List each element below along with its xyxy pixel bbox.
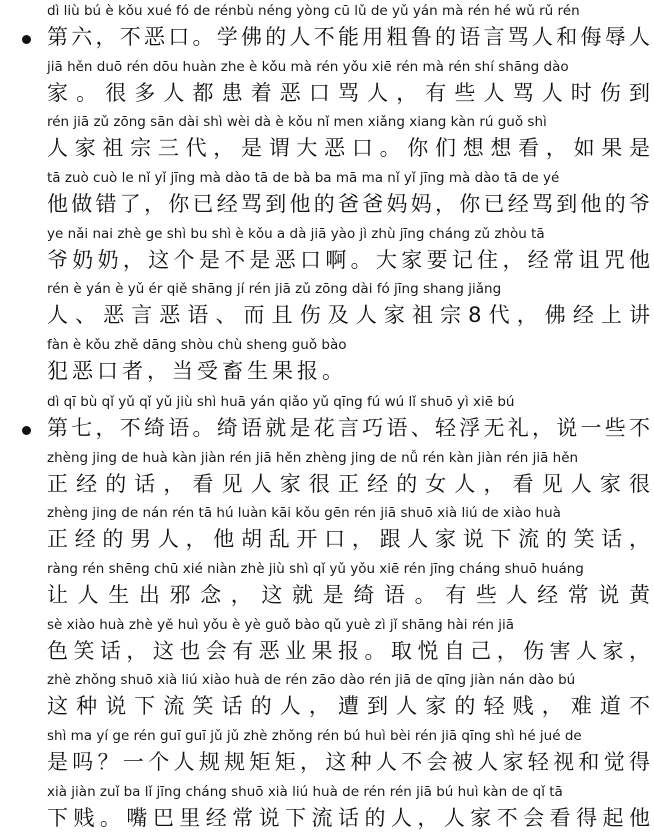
pinyin-line: rén è yán è yǔ ér qiě shāng jí rén jiā zǔ zōng dài fó jīng shang jiǎng	[47, 281, 502, 298]
bullet-item-speech-precept-6	[0, 0, 654, 390]
hanzi-line: 正经的话，看见人家很正经的女人，看见人家很	[47, 471, 650, 496]
text-line	[0, 502, 654, 558]
pinyin-line: zhèng jing de huà kàn jiàn rén jiā hěn zhèng jing de nǚ rén kàn jiàn rén jiā hěn	[47, 449, 579, 466]
pinyin-line: shì ma yí ge rén guī guī jǔ jǔ zhè zhǒng rén bú huì bèi rén jiā qīng shì hé jué de	[47, 728, 582, 745]
hanzi-line: 是吗？一个人规规矩矩，这种人不会被人家轻视和觉得	[47, 750, 650, 775]
text-line	[0, 781, 654, 837]
text-line	[0, 614, 654, 670]
text-line	[0, 669, 654, 725]
pinyin-line: dì qī bù qǐ yǔ qǐ yǔ jiù shì huā yán qiǎo yǔ qīng fú wú lǐ shuō yì xiē bú	[47, 394, 515, 410]
pinyin-line: xià jiàn zuǐ ba lǐ jīng cháng shuō xià liú huà de rén rén jiā bú huì kàn de qǐ tā	[47, 783, 563, 800]
text-line	[0, 167, 654, 223]
pinyin-line: sè xiào huà zhè yě huì yǒu è yè guǒ bào qǔ yuè zì jǐ shāng hài rén jiā	[47, 616, 515, 633]
text-line	[0, 278, 654, 334]
hanzi-line: 人、恶言恶语、而且伤及人家祖宗8代，佛经上讲	[47, 303, 650, 328]
text-line	[0, 334, 654, 390]
text-line	[0, 111, 654, 167]
hanzi-line: 爷奶奶，这个是不是恶口啊。大家要记住，经常诅咒他	[47, 247, 650, 272]
pinyin-line: jiā hěn duō rén dōu huàn zhe è kǒu mà rén yǒu xiē rén mà rén shí shāng dào	[47, 58, 569, 75]
hanzi-line: 色笑话，这也会有恶业果报。取悦自己，伤害人家，	[47, 638, 650, 663]
text-line	[0, 56, 654, 112]
pinyin-line: ràng rén shēng chū xié niàn zhè jiù shì qǐ yǔ yǒu xiē rén jīng cháng shuō huáng	[47, 561, 584, 578]
text-line	[0, 391, 654, 447]
text-line	[0, 725, 654, 781]
pinyin-line: zhè zhǒng shuō xià liú xiào huà de rén zāo dào rén jiā de qīng jiàn nán dào bú	[47, 672, 576, 689]
hanzi-line: 下贱。嘴巴里经常说下流话的人，人家不会看得起他	[47, 805, 650, 830]
hanzi-line: 人家祖宗三代，是谓大恶口。你们想想看，如果是	[47, 136, 650, 161]
pinyin-line: tā zuò cuò le nǐ yǐ jīng mà dào tā de bà ba mā ma nǐ yǐ jīng mà dào tā de yé	[47, 170, 560, 187]
hanzi-line: 犯恶口者，当受畜生果报。	[47, 359, 347, 384]
pinyin-line: rén jiā zǔ zōng sān dài shì wèi dà è kǒu nǐ men xiǎng xiang kàn rú guǒ shì	[47, 114, 547, 131]
hanzi-line: 这种说下流笑话的人，遭到人家的轻贱，难道不	[47, 694, 650, 719]
hanzi-line: 第六，不恶口。学佛的人不能用粗鲁的语言骂人和侮辱人	[47, 25, 650, 49]
hanzi-line: 他做错了，你已经骂到他的爸爸妈妈，你已经骂到他的爷	[47, 192, 650, 217]
hanzi-line: 正经的男人，他胡乱开口，跟人家说下流的笑话，	[47, 527, 650, 552]
pinyin-line: ye nǎi nai zhè ge shì bu shì è kǒu a dà jiā yào jì zhù jīng cháng zǔ zhòu tā	[47, 225, 545, 242]
hanzi-line: 家。很多人都患着恶口骂人，有些人骂人时伤到	[47, 80, 650, 105]
pinyin-line: zhèng jing de nán rén tā hú luàn kāi kǒu gēn rén jiā shuō xià liú de xiào huà	[47, 505, 561, 522]
text-line	[0, 447, 654, 503]
text-line	[0, 558, 654, 614]
hanzi-line: 第七，不绮语。绮语就是花言巧语、轻浮无礼，说一些不	[47, 416, 650, 440]
pinyin-line: dì liù bú è kǒu xué fó de rénbù néng yòng cū lǔ de yǔ yán mà rén hé wǔ rǔ rén	[47, 3, 580, 19]
hanzi-line: 让人生出邪念，这就是绮语。有些人经常说黄	[47, 583, 650, 608]
text-line	[0, 0, 654, 56]
bullet-item-speech-precept-7	[0, 391, 654, 837]
text-line	[0, 223, 654, 279]
pinyin-line: fàn è kǒu zhě dāng shòu chù sheng guǒ bào	[47, 337, 347, 354]
